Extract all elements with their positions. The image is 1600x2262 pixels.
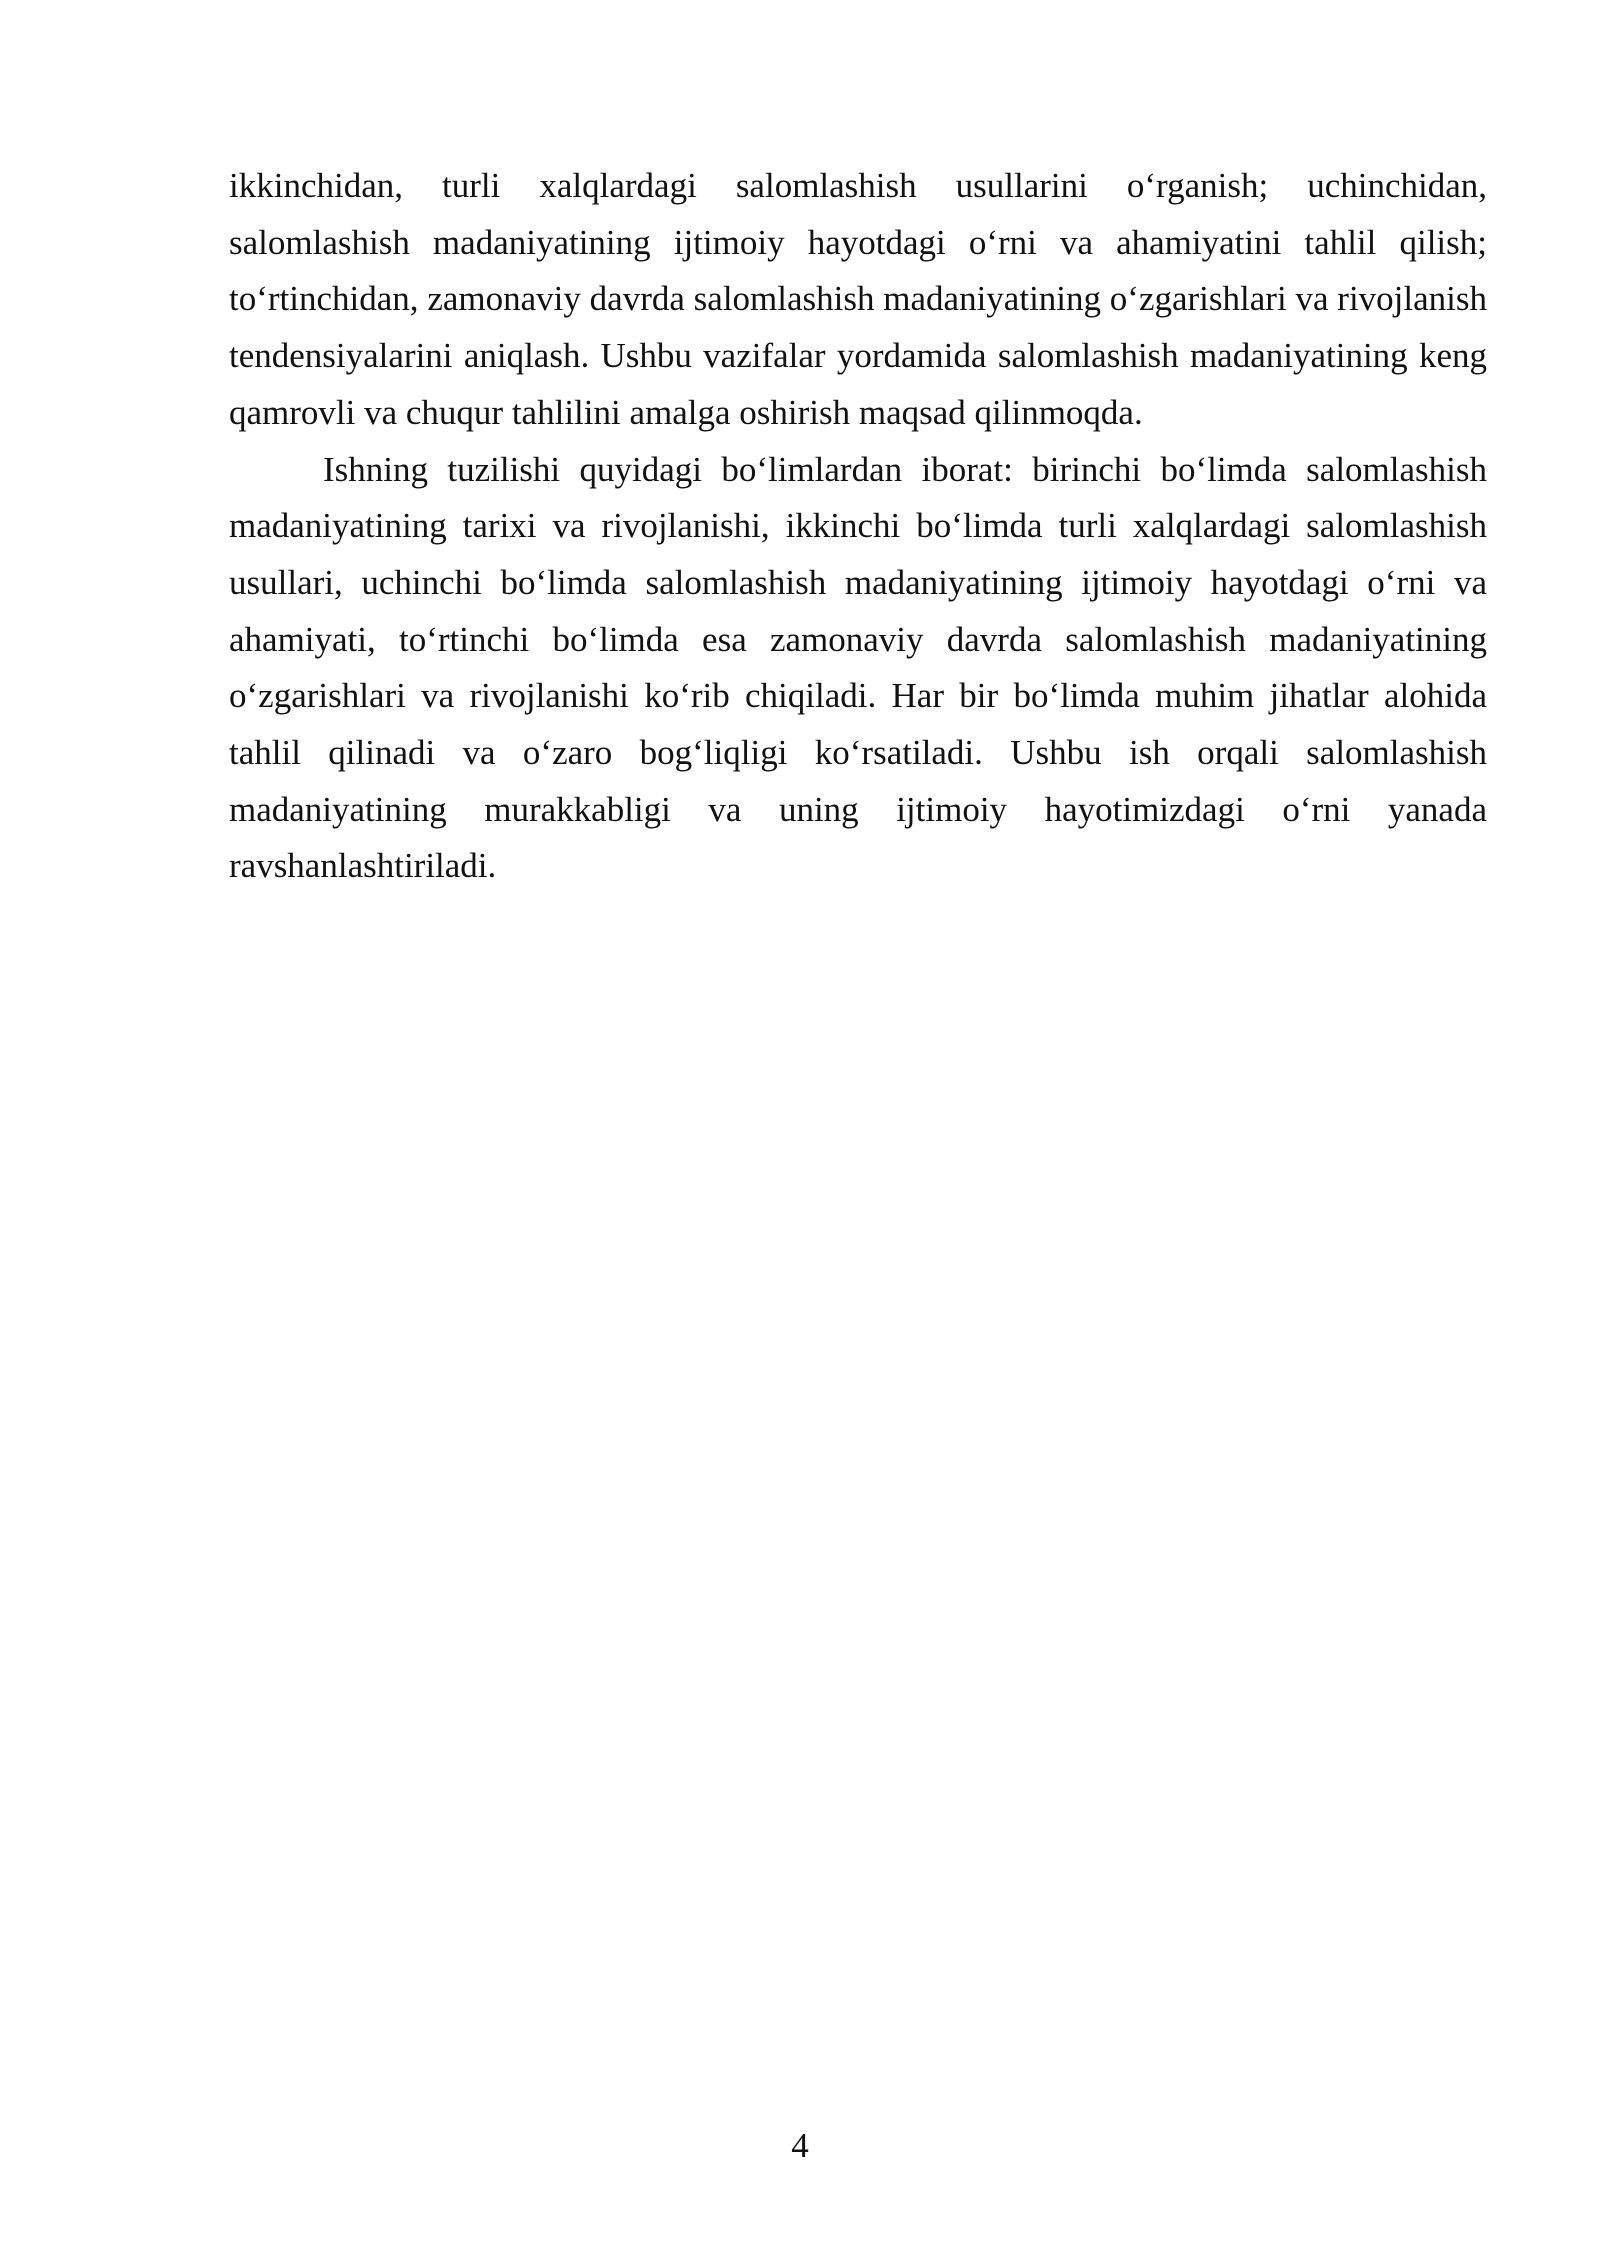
page-number: 4	[791, 2126, 809, 2165]
paragraph-work-structure: Ishning tuzilishi quyidagi bo‘limlardan iborat: birinchi bo‘limda salomlashish madaniyatining tarixi va rivojlanishi, ikkinchi bo‘limda turli xalqlardagi salomlashish usullari, uchinchi bo‘limda salomlashish madaniyatining ijtimoiy hayotdagi o‘rni va ahamiyati, to‘rtinchi bo‘limda esa zamonaviy davrda salomlashish madaniyatining o‘zgarishlari va rivojlanishi ko‘rib chiqiladi. Har bir bo‘limda muhim jihatlar alohida tahlil qilinadi va o‘zaro bog‘liqligi ko‘rsatiladi. Ushbu ish orqali salomlashish madaniyatining murakkabligi va uning ijtimoiy hayotimizdagi o‘rni yanada ravshanlashtiriladi.	[229, 449, 1487, 886]
body-text	[229, 158, 1487, 895]
paragraph-continuation: ikkinchidan, turli xalqlardagi salomlashish usullarini o‘rganish; uchinchidan, salomlashish madaniyatining ijtimoiy hayotdagi o‘rni va ahamiyatini tahlil qilish; to‘rtinchidan, zamonaviy davrda salomlashish madaniyatining o‘zgarishlari va rivojlanish tendensiyalarini aniqlash. Ushbu vazifalar yordamida salomlashish madaniyatining keng qamrovli va chuqur tahlilini amalga oshirish maqsad qilinmoqda.	[229, 166, 1487, 432]
